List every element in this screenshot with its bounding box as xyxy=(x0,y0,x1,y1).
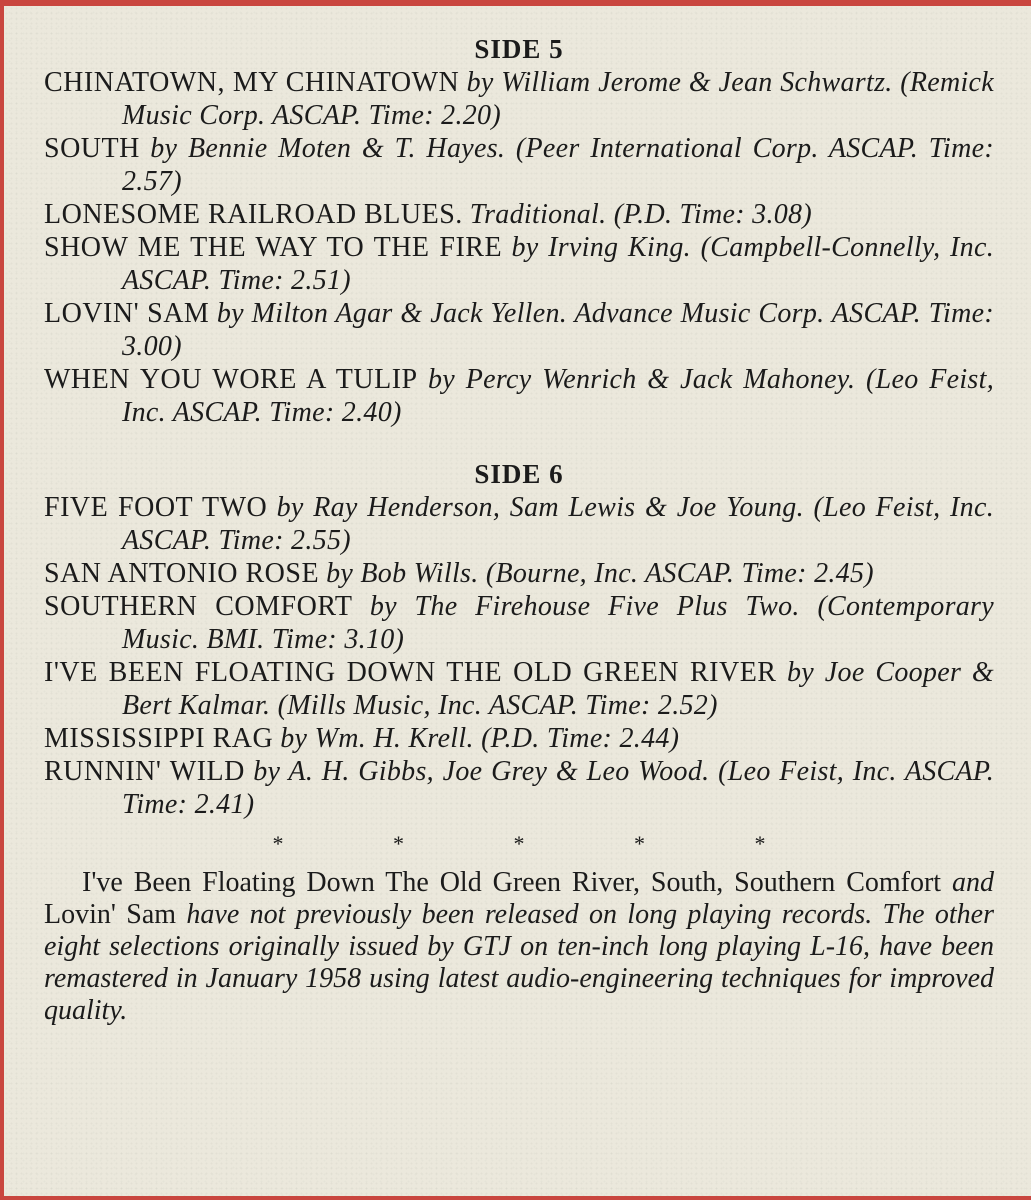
track-item xyxy=(44,297,994,363)
track-item xyxy=(44,363,994,429)
track-credit: by Joe Cooper & Bert Kalmar. (Mills Music, Inc. ASCAP. Time: 2.52) xyxy=(122,657,995,721)
note-text-roman: Lovin' Sam xyxy=(44,899,177,930)
track-title: SHOW ME THE WAY TO THE FIRE xyxy=(44,232,503,263)
track-item xyxy=(44,231,994,297)
track-title: CHINATOWN, MY CHINATOWN xyxy=(44,67,460,98)
track-credit: by Irving King. (Campbell-Connelly, Inc. ASCAP. Time: 2.51) xyxy=(122,232,995,296)
track-credit: Traditional. (P.D. Time: 3.08) xyxy=(469,199,812,230)
track-title: FIVE FOOT TWO xyxy=(44,492,268,523)
track-title: LONESOME RAILROAD BLUES. xyxy=(44,199,463,230)
note-text-italic: and xyxy=(952,867,994,898)
track-credit: by William Jerome & Jean Schwartz. (Remick Music Corp. ASCAP. Time: 2.20) xyxy=(122,67,995,131)
track-item xyxy=(44,132,994,198)
track-title: MISSISSIPPI RAG xyxy=(44,723,274,754)
track-listing xyxy=(44,32,994,1027)
track-item xyxy=(44,656,994,722)
track-item xyxy=(44,557,994,590)
note-text-italic: have not previously been released on long playing records. The other eight selections originally issued by GTJ on ten-inch long playing L-16, have been remastered in January 1958 using latest audio-engineering techniques for improved quality. xyxy=(44,899,994,1026)
track-item xyxy=(44,590,994,656)
track-title: WHEN YOU WORE A TULIP xyxy=(44,364,418,395)
track-credit: by Wm. H. Krell. (P.D. Time: 2.44) xyxy=(280,723,680,754)
track-title: SOUTHERN COMFORT xyxy=(44,591,353,622)
track-credit: by A. H. Gibbs, Joe Grey & Leo Wood. (Leo Feist, Inc. ASCAP. Time: 2.41) xyxy=(122,756,995,820)
track-title: I'VE BEEN FLOATING DOWN THE OLD GREEN RIVER xyxy=(44,657,777,688)
liner-notes-panel xyxy=(4,6,1031,1196)
side-5-heading: SIDE 5 xyxy=(474,34,564,64)
track-credit: by Percy Wenrich & Jack Mahoney. (Leo Feist, Inc. ASCAP. Time: 2.40) xyxy=(122,364,994,428)
track-item xyxy=(44,755,994,821)
track-title: LOVIN' SAM xyxy=(44,298,210,329)
track-credit: by Bennie Moten & T. Hayes. (Peer International Corp. ASCAP. Time: 2.57) xyxy=(122,133,994,197)
liner-note-paragraph xyxy=(44,867,994,1027)
note-text-roman: I've Been Floating Down The Old Green River, South, Southern Comfort xyxy=(82,867,942,898)
track-title: SAN ANTONIO ROSE xyxy=(44,558,320,589)
track-credit: by Ray Henderson, Sam Lewis & Joe Young. (Leo Feist, Inc. ASCAP. Time: 2.55) xyxy=(122,492,995,556)
track-credit: by Bob Wills. (Bourne, Inc. ASCAP. Time: 2.45) xyxy=(326,558,874,589)
track-item xyxy=(44,491,994,557)
track-credit: by The Firehouse Five Plus Two. (Contemporary Music. BMI. Time: 3.10) xyxy=(122,591,994,655)
track-item xyxy=(44,722,994,755)
side-6-heading: SIDE 6 xyxy=(474,459,564,489)
track-item xyxy=(44,198,994,231)
asterisk-separator: * * * * * xyxy=(272,831,818,856)
track-item xyxy=(44,66,994,132)
track-title: SOUTH xyxy=(44,133,140,164)
track-credit: by Milton Agar & Jack Yellen. Advance Music Corp. ASCAP. Time: 3.00) xyxy=(122,298,994,362)
track-title: RUNNIN' WILD xyxy=(44,756,245,787)
